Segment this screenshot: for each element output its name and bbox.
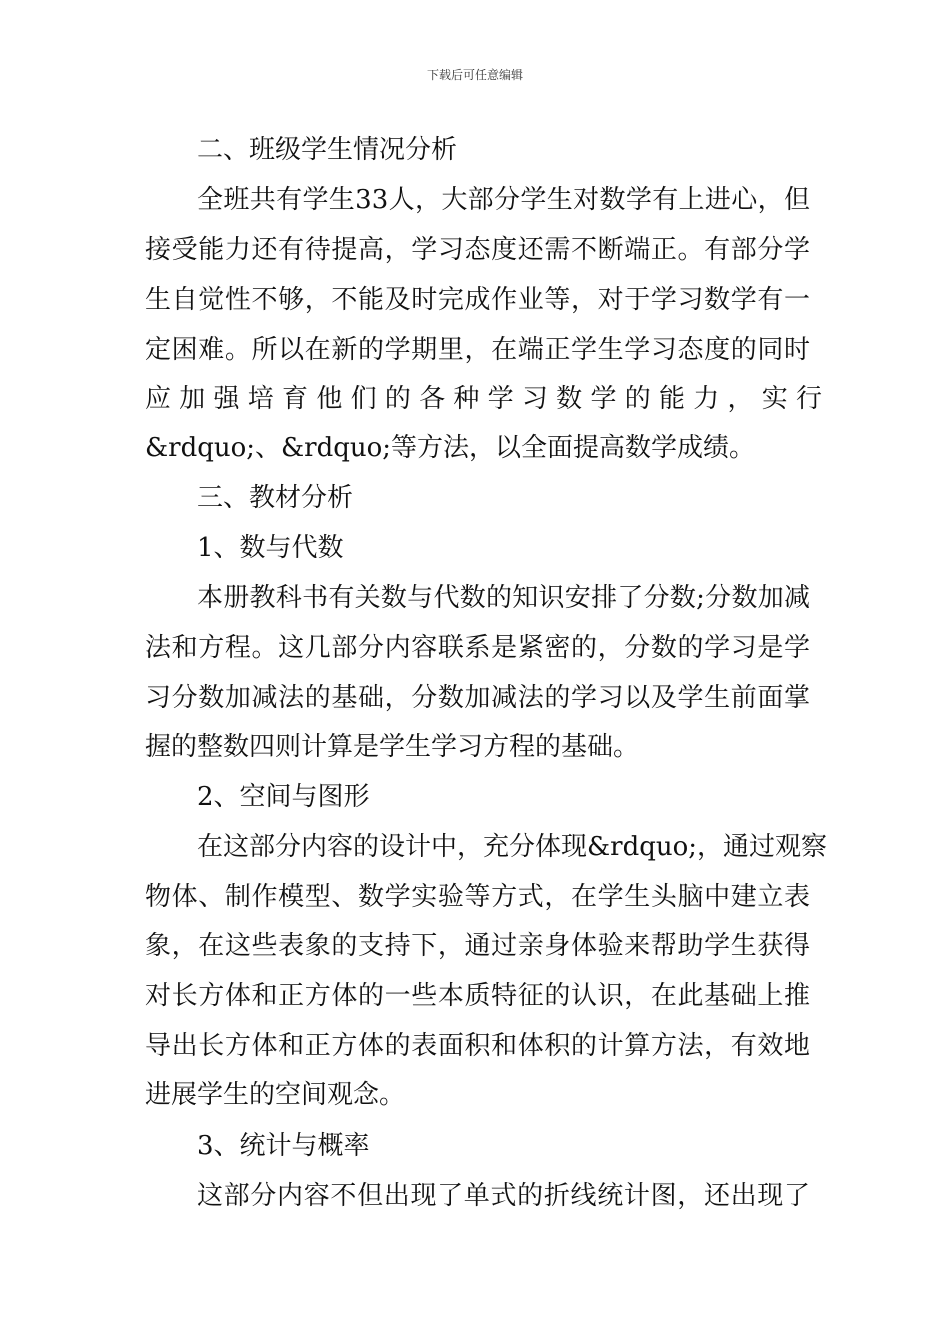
subsection-heading: 2、空间与图形 (197, 782, 370, 812)
paragraph-line: 接受能力还有待提高，学习态度还需不断端正。有部分学 (145, 235, 810, 265)
subsection-heading: 1、数与代数 (197, 533, 344, 563)
paragraph-line: 本册教科书有关数与代数的知识安排了分数;分数加减 (197, 583, 810, 613)
paragraph-line: 在这部分内容的设计中，充分体现&rdquo;，通过观察 (197, 832, 828, 862)
paragraph-line: 物体、制作模型、数学实验等方式，在学生头脑中建立表 (145, 882, 810, 912)
paragraph-line: 生自觉性不够，不能及时完成作业等，对于学习数学有一 (145, 285, 810, 315)
paragraph-line: 应 加 强 培 育 他 们 的 各 种 学 习 数 学 的 能 力 ， 实 行 (145, 384, 823, 414)
paragraph-line: 定困难。所以在新的学期里，在端正学生学习态度的同时 (145, 335, 810, 365)
paragraph-line: 全班共有学生33人，大部分学生对数学有上进心，但 (197, 185, 810, 215)
paragraph-line: &rdquo;、&rdquo;等方法，以全面提高数学成绩。 (145, 433, 756, 463)
subsection-heading: 3、统计与概率 (197, 1131, 370, 1161)
paragraph-line: 导出长方体和正方体的表面积和体积的计算方法，有效地 (145, 1031, 810, 1061)
section-heading: 二、班级学生情况分析 (197, 135, 458, 165)
paragraph-line: 握的整数四则计算是学生学习方程的基础。 (145, 732, 640, 762)
paragraph-line: 这部分内容不但出现了单式的折线统计图，还出现了 (197, 1181, 810, 1211)
page-header: 下载后可任意编辑 (426, 68, 523, 82)
paragraph-line: 习分数加减法的基础，分数加减法的学习以及学生前面掌 (145, 683, 810, 713)
section-heading: 三、教材分析 (197, 483, 354, 513)
paragraph-line: 象，在这些表象的支持下，通过亲身体验来帮助学生获得 (145, 931, 810, 961)
paragraph-line: 法和方程。这几部分内容联系是紧密的，分数的学习是学 (145, 633, 810, 663)
paragraph-line: 对长方体和正方体的一些本质特征的认识，在此基础上推 (145, 981, 810, 1011)
paragraph-line: 进展学生的空间观念。 (145, 1080, 406, 1110)
